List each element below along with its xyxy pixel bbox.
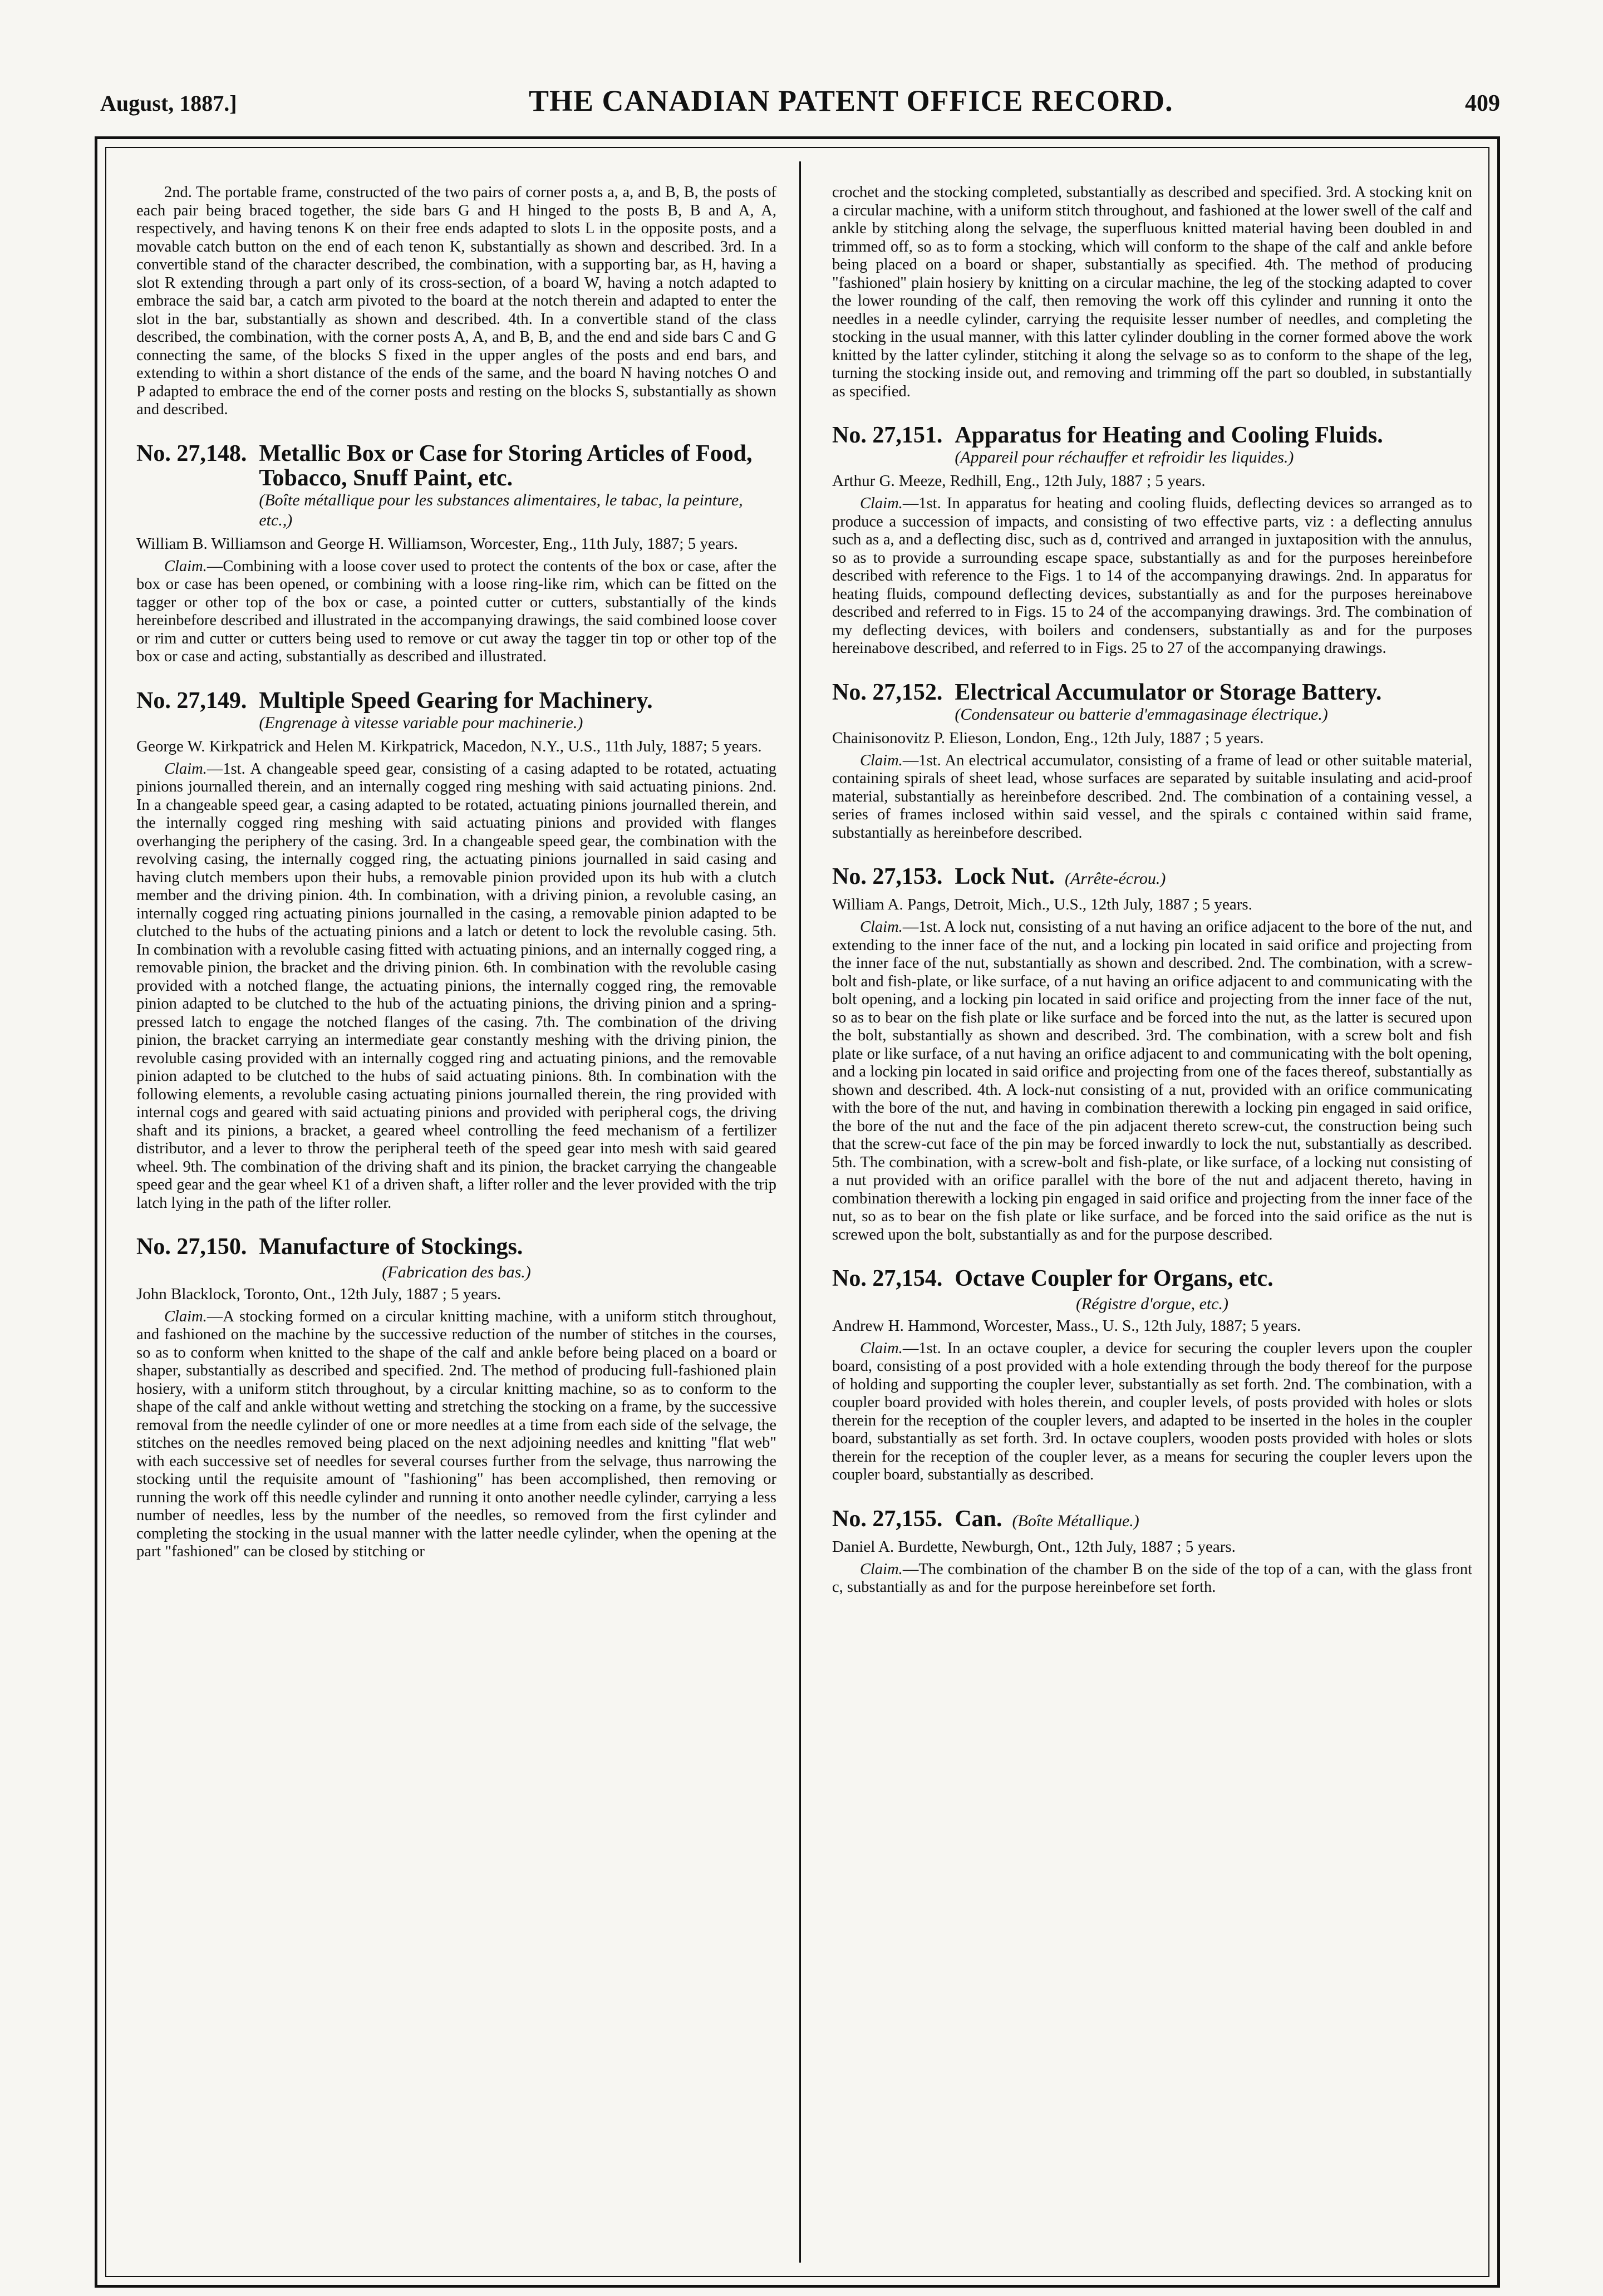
patent-title-french: (Boîte Métallique.) (1012, 1511, 1139, 1530)
claim-text: —1st. A changeable speed gear, consisting of a casing adapted to be rotated, actuating pinions journalled therein, and an internally cogged ring meshing with said actuating pinions. 2nd. In a changeable speed gear, a casing adapted to be rotated, actuating pinions journalled therein, and the internally cogged ring meshing with said actuating pinions and provided with flanges overhanging the periphery of the casing. 3rd. In a changeable speed gear, the combination with the revolving casing, the internally cogged ring, the actuating pinions journalled in said casing and having clutch members upon their hubs, a removable pinion provided upon its hub with a clutch member and the driving pinion. 4th. In combination, with a driving pinion, a revoluble casing, an internally cogged ring actuating pinions journalled in the casing, a removable pinion adapted to be clutched to the hubs of the actuating pinions and a latch or detent to lock the revoluble casing. 5th. In combination with a revoluble casing fitted with actuating pinions, and an internally cogged ring, a removable pinion, the bracket and the driving pinion. 6th. In combination with the revoluble casing provided with a notched flange, the actuating pinions, the internally cogged ring, the removable pinion adapted to be clutched to the hub of the actuating pinions, the driving pinion and a spring-pressed latch to engage the notched flanges of the casing. 7th. The combination of the driving pinion, the bracket carrying an intermediate gear constantly meshing with the driving pinion, the revoluble casing provided with an internally cogged ring and actuating pinions, and the removable pinion adapted to be clutched to the hubs of said actuating pinions. 8th. In combination with the following elements, a revoluble casing actuating pinions journalled therein, the ring provided with internal cogs and geared with said actuating pinions and provided with peripheral cogs, the driving shaft and its pinions, a bracket, a geared wheel controlling the feed mechanism of a fertilizer distributor, and a lever to throw the peripheral teeth of the speed gear into mesh with said geared wheel. 9th. The combination of the driving shaft and its pinion, the bracket carrying the changeable speed gear and the gear wheel K1 of a driven shaft, a lifter roller and the lever provided with the trip latch lying in the path of the lifter roller. (136, 760, 776, 1212)
claim-paragraph (136, 1308, 776, 1561)
claim-label: Claim. (860, 751, 903, 769)
patentee-line: William B. Williamson and George H. Williamson, Worcester, Eng., 11th July, 1887; 5 years. (136, 534, 738, 553)
entry-heading (832, 1507, 1472, 1533)
patent-entry-27148 (136, 441, 776, 666)
claim-paragraph (832, 752, 1472, 843)
claim-label: Claim. (860, 1339, 903, 1357)
claim-label: Claim. (164, 760, 207, 778)
patent-number: No. 27,151. (832, 422, 943, 448)
patent-entry-27153 (832, 864, 1472, 1244)
patent-entry-27155 (832, 1507, 1472, 1597)
patent-number: No. 27,154. (832, 1266, 943, 1291)
right-column (832, 184, 1472, 2263)
patentee-line: Daniel A. Burdette, Newburgh, Ont., 12th July, 1887 ; 5 years. (832, 1537, 1236, 1556)
header-title: THE CANADIAN PATENT OFFICE RECORD. (529, 84, 1173, 117)
continued-claim-text: crochet and the stocking completed, substantially as described and specified. 3rd. A stocking knit on a circular machine, with a uniform stitch throughout, and fashioned at the lower swell of the calf and ankle by stitching along the selvage, the superfluous knitted material having been doubled in and trimmed off, so as to form a stocking, which will conform to the shape of the calf and ankle before being placed on a board or shaper, substantially as specified. 4th. The method of producing "fashioned" plain hosiery by knitting on a circular machine, the leg of the stocking adapted to cover the lower rounding of the calf, then removing the work off this cylinder and running it onto the needles in a needle cylinder, carrying the requisite lesser number of needles, and completing the stocking in the usual manner, with this latter cylinder doubling in the corner formed above the work knitted by the latter cylinder, stitching it along the selvage so as to conform to the shape of the leg, turning the stocking inside out, and removing and trimming off the part so doubled, in substantially as specified. (832, 184, 1472, 400)
header-date: August, 1887.] (100, 91, 237, 116)
claim-text: —Combining with a loose cover used to protect the contents of the box or case, after the box or case has been opened, or combining with a loose ring-like rim, which can be fitted on the tagger or other top of the box or case, a pointed cutter or cutters, substantially of the kinds hereinbefore described and illustrated in the accompanying drawings, the said combined loose cover or rim and cutter or cutters being used to remove or cut away the tagger tin top or other top of the box or case and acting, substantially as described and illustrated. (136, 557, 776, 665)
patentee-line: Chainisonovitz P. Elieson, London, Eng., 12th July, 1887 ; 5 years. (832, 729, 1264, 747)
claim-text: —The combination of the chamber B on the side of the top of a can, with the glass front c, substantially as and for the purpose hereinbefore set forth. (832, 1560, 1472, 1596)
patent-title-french: (Condensateur ou batterie d'emmagasinage électrique.) (955, 705, 1328, 724)
patentee-line: George W. Kirkpatrick and Helen M. Kirkpatrick, Macedon, N.Y., U.S., 11th July, 1887; 5 years. (136, 737, 762, 755)
patent-title-text: Apparatus for Heating and Cooling Fluids. (955, 422, 1383, 448)
patent-title (955, 1507, 1139, 1533)
patentee-line: Arthur G. Meeze, Redhill, Eng., 12th July, 1887 ; 5 years. (832, 472, 1206, 490)
patent-title-text: Multiple Speed Gearing for Machinery. (259, 687, 653, 714)
patent-title (955, 680, 1381, 725)
column-rule (799, 161, 801, 2263)
claim-text: —1st. An electrical accumulator, consisting of a frame of lead or other suitable material, containing spirals of sheet lead, whose surfaces are separated by suitable insulating and acid-proof material, substantially as hereinbefore described. 2nd. The combination of a containing vessel, a series of frames inclosed within said vessel, and the spirals c contained within said frame, substantially as hereinbefore described. (832, 751, 1472, 842)
patent-number: No. 27,152. (832, 679, 943, 705)
patent-entry-27151 (832, 423, 1472, 658)
patent-entry-27150 (136, 1235, 776, 1561)
claim-text: —1st. In an octave coupler, a device for securing the coupler levers upon the coupler board, consisting of a post provided with a hole extending through the body thereof for the purpose of holding and supporting the coupler lever, substantially as set forth. 2nd. The combination, with a coupler board provided with holes therein, and coupler levels, of posts provided with holes or slots therein for the reception of the coupler levers, and adapted to be inserted in the holes in the coupler board, substantially as set forth. 3rd. In octave couplers, wooden posts provided with holes or slots therein for the reception of the coupler lever, as a means for securing the coupler levers upon the coupler board, substantially as described. (832, 1339, 1472, 1483)
entry-heading (832, 423, 1472, 468)
patent-title-text: Can. (955, 1506, 1002, 1532)
patentee-line: Andrew H. Hammond, Worcester, Mass., U. S., 12th July, 1887; 5 years. (832, 1316, 1301, 1335)
entry-heading (136, 689, 776, 733)
patent-number: No. 27,155. (832, 1506, 943, 1532)
patentee-line: William A. Pangs, Detroit, Mich., U.S., 12th July, 1887 ; 5 years. (832, 896, 1252, 913)
patent-entry-27154 (832, 1266, 1472, 1484)
patent-number: No. 27,149. (136, 687, 247, 714)
patent-number: No. 27,150. (136, 1234, 247, 1260)
patent-title-french: (Boîte métallique pour les substances alimentaires, le tabac, la peinture, etc.,) (259, 490, 743, 529)
patent-title: Manufacture of Stockings. (259, 1234, 523, 1260)
patent-title-french: (Fabrication des bas.) (382, 1263, 531, 1281)
entry-heading (136, 441, 776, 530)
patent-title: Octave Coupler for Organs, etc. (955, 1266, 1273, 1291)
claim-paragraph (832, 1561, 1472, 1597)
patent-number: No. 27,153. (832, 864, 943, 889)
claim-paragraph (832, 1340, 1472, 1484)
patent-entry-27149 (136, 689, 776, 1213)
page-number: 409 (1465, 91, 1500, 116)
claim-text: —1st. In apparatus for heating and cooling fluids, deflecting devices so arranged as to produce a succession of impacts, and consisting of two effective parts, viz : a deflecting annulus such as a, and a deflecting disc, such as d, contrived and arranged in juxtaposition with the annulus, so as to provide a surrounding escape space, substantially as and for the purposes hereinbefore described with reference to the Figs. 1 to 14 of the accompanying drawings. 2nd. In apparatus for heating fluids, compound deflecting devices, substantially as and for the purposes hereinabove described and referred to in Figs. 15 to 24 of the accompanying drawings. 3rd. The combination of my deflecting devices, with boilers and condensers, substantially as and for the purposes hereinabove described, and referred to in Figs. 25 to 27 of the accompanying drawings. (832, 495, 1472, 657)
patent-title (259, 441, 776, 530)
page-frame (95, 136, 1500, 2288)
patent-title (955, 423, 1383, 468)
patentee-line: John Blacklock, Toronto, Ont., 12th July, 1887 ; 5 years. (136, 1285, 501, 1303)
claim-text: —1st. A lock nut, consisting of a nut having an orifice adjacent to the bore of the nut, and extending to the inner face of the nut, and a locking pin located in said orifice and projecting from the inner face of the nut, substantially as shown and described. 2nd. The combination, with a screw-bolt and fish-plate, or like surface, of a nut having an orifice adjacent to and communicating with the bolt opening, and a locking pin located in said orifice and projecting from the inner face of the nut, so as to bear on the fish plate or like surface and be forced into the nut, as the latter is secured upon the bolt, substantially as shown and described. 3rd. The combination, with a screw bolt and fish plate or like surface, of a nut having an orifice adjacent to and communicating with the bolt opening, and a locking pin located in said orifice and projecting from one of the faces thereof, substantially as shown and described. 4th. A lock-nut consisting of a nut, provided with an orifice communicating with the bore of the nut, and having in combination therewith a locking pin engaged in said orifice, the bore of the nut and the face of the pin adjacent thereto screw-cut, the construction being such that the screw-cut face of the pin may be forced inwardly to lock the nut, substantially as described. 5th. The combination, with a screw-bolt and fish-plate, or like surface, of a locking nut consisting of a nut provided with an orifice parallel with the bore of the nut and adjacent thereto, having in combination therewith a locking pin engaged in said orifice and projecting from the inner face of the nut, so as to bear on the fish plate or like surface, and be forced into the said orifice as the nut is screwed upon the bolt, substantially as and for the purpose described. (832, 918, 1472, 1243)
continued-claim-text: 2nd. The portable frame, constructed of the two pairs of corner posts a, a, and B, B, the posts of each pair being braced together, the side bars G and H hinged to the posts B, B and A, A, respectively, and having tenons K on their free ends adapted to slots L in the opposite posts, and a movable catch button on the end of each tenon K, substantially as shown and described. 3rd. In a convertible stand of the character described, the combination, with a supporting bar, as H, having a slot R extending through a part only of its cross-section, of a board W, having a notch adapted to embrace the said bar, a catch arm pivoted to the board at the notch therein and adapted to enter the slot in the bar, substantially as shown and described. 4th. In a convertible stand of the class described, the combination, with the corner posts A, A, and B, B, and the end and side bars C and G connecting the same, of the blocks S fixed in the upper angles of the posts and end bars, and extending to within a short distance of the ends of the same, and the board N having notches O and P adapted to embrace the end of the corner posts and resting on the blocks S, substantially as shown and described. (136, 184, 776, 418)
patent-title (955, 864, 1166, 891)
page-header (100, 83, 1500, 128)
left-column (136, 184, 776, 2263)
patent-title-french: (Régistre d'orgue, etc.) (1075, 1295, 1229, 1313)
claim-paragraph (136, 558, 776, 666)
patent-title-french: (Appareil pour réchauffer et refroidir les liquides.) (955, 448, 1294, 466)
patent-title-text: Lock Nut. (955, 864, 1055, 889)
claim-label: Claim. (860, 495, 903, 512)
claim-paragraph (832, 918, 1472, 1244)
entry-heading (832, 1266, 1472, 1291)
claim-text: —A stocking formed on a circular knitting machine, with a uniform stitch throughout, and fashioned on the machine by the successive reduction of the number of stitches in the courses, so as to conform when knitted to the shape of the calf and ankle before being placed on a board or shaper, substantially as described and specified. 2nd. The method of producing full-fashioned plain hosiery, with a uniform stitch throughout, by a circular knitting machine, so as to conform to the shape of the calf and ankle without wetting and stretching the stocking on a frame, by the successive removal from the needle cylinder of one or more needles at a time from each side of the selvage, the stitches on the needles removed being placed on the next adjoining needles and knitting "flat web" with each successive set of needles for several courses further from the selvage, thus narrowing the stocking until the requisite amount of "fashioning" has been accomplished, then removing or running the work off this needle cylinder and running it onto another needle cylinder, carrying a less number of needles, less by the number of the needles, so removed from the first cylinder and completing the stocking in the usual manner with the latter needle cylinder, when the opening at the part "fashioned" can be closed by stitching or (136, 1307, 776, 1560)
claim-paragraph (832, 495, 1472, 658)
claim-label: Claim. (860, 918, 903, 936)
patent-number: No. 27,148. (136, 440, 247, 466)
claim-label: Claim. (164, 557, 207, 575)
entry-heading (136, 1235, 776, 1259)
claim-paragraph (136, 760, 776, 1213)
entry-heading (832, 864, 1472, 891)
entry-heading (832, 680, 1472, 725)
patent-title-french: (Engrenage à vitesse variable pour machinerie.) (259, 713, 583, 732)
claim-label: Claim. (164, 1307, 207, 1325)
patent-title (259, 689, 652, 733)
patent-title-french: (Arrête-écrou.) (1065, 869, 1166, 888)
patent-title-text: Metallic Box or Case for Storing Articles of Food, Tobacco, Snuff Paint, etc. (259, 440, 753, 491)
patent-entry-27152 (832, 680, 1472, 843)
claim-label: Claim. (860, 1560, 903, 1578)
patent-title-text: Electrical Accumulator or Storage Battery. (955, 679, 1382, 705)
